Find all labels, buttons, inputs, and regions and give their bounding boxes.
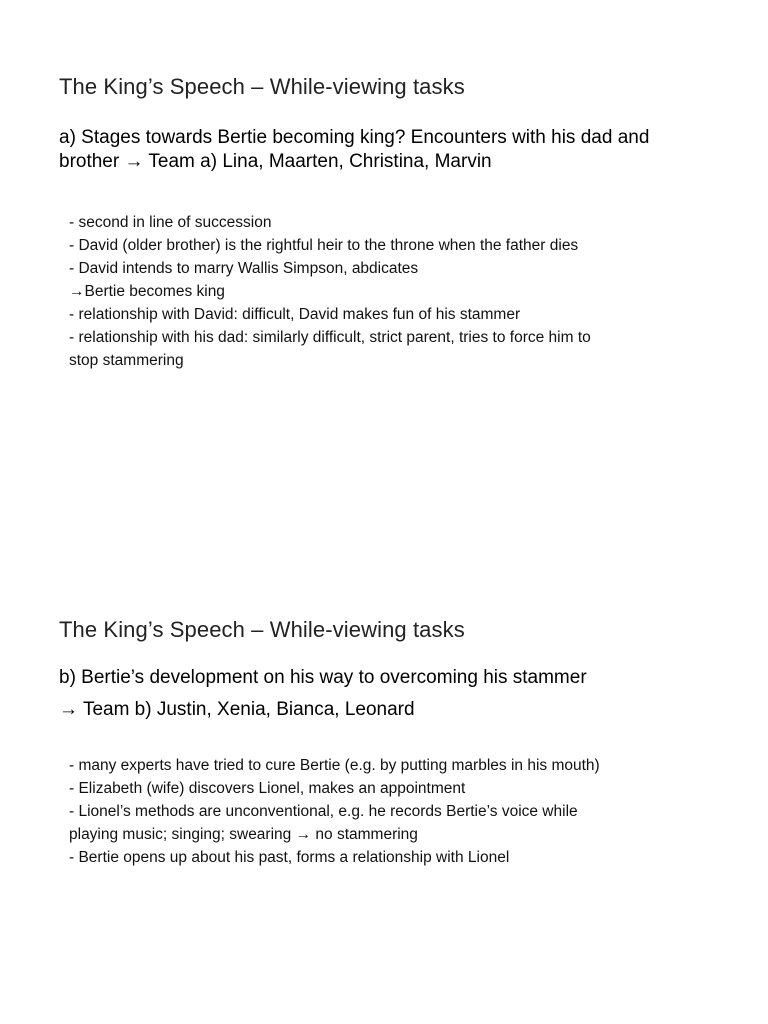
note-text: no stammering [315, 826, 418, 843]
task-heading-line2-prefix: brother [59, 151, 120, 172]
note-item [69, 280, 709, 303]
note-item: - David (older brother) is the rightful heir to the throne when the father dies [69, 237, 579, 254]
arrow-right-icon: → [124, 151, 144, 172]
note-item: - David intends to marry Wallis Simpson, abdicates [69, 260, 419, 277]
slide-b [0, 540, 768, 1024]
note-item: - many experts have tried to cure Bertie (e.g. by putting marbles in his mouth) [69, 757, 600, 774]
task-heading-line2: Team b) Justin, Xenia, Bianca, Leonard [82, 699, 415, 720]
task-heading-line1: a) Stages towards Bertie becoming king? Encounters with his dad and [59, 127, 650, 148]
slide-title: The King’s Speech – While-viewing tasks [59, 74, 465, 99]
notes-list [69, 754, 709, 869]
slide-title: The King’s Speech – While-viewing tasks [59, 617, 465, 642]
task-heading [59, 662, 739, 726]
arrow-right-icon: → [295, 826, 312, 843]
note-item: - Lionel’s methods are unconventional, e.g. he records Bertie’s voice while [69, 803, 578, 820]
note-item: - second in line of succession [69, 214, 272, 231]
arrow-right-icon: → [59, 699, 78, 720]
note-item: - relationship with David: difficult, David makes fun of his stammer [69, 306, 521, 323]
note-item: - relationship with his dad: similarly difficult, strict parent, tries to force him to [69, 329, 591, 346]
task-heading-line2-suffix: Team a) Lina, Maarten, Christina, Marvin [148, 151, 492, 172]
notes-list [69, 211, 709, 372]
note-item-continued: stop stammering [69, 352, 184, 369]
task-heading-line1: b) Bertie’s development on his way to overcoming his stammer [59, 667, 587, 688]
note-item-continued [69, 823, 709, 846]
note-item: - Elizabeth (wife) discovers Lionel, makes an appointment [69, 780, 466, 797]
arrow-right-icon: → [69, 283, 85, 300]
note-text: playing music; singing; swearing [69, 826, 292, 843]
task-heading [59, 126, 739, 174]
note-item: - Bertie opens up about his past, forms a relationship with Lionel [69, 849, 510, 866]
note-text: Bertie becomes king [84, 283, 225, 300]
